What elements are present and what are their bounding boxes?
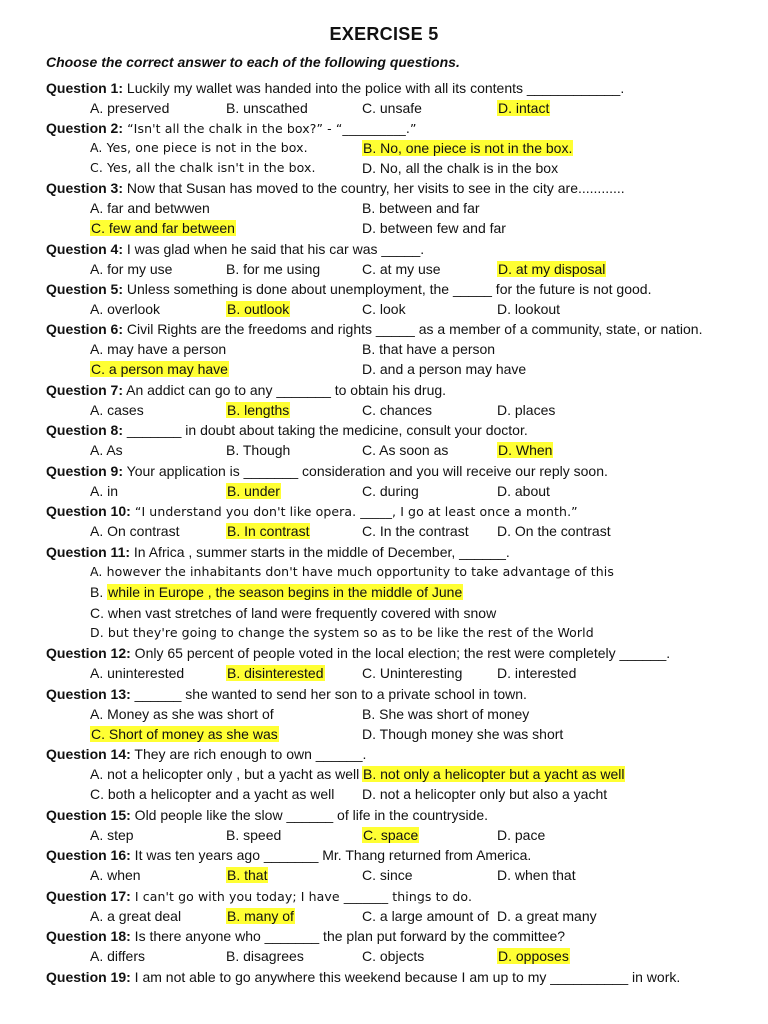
answer-option[interactable]: [226, 663, 325, 683]
option-text: C. In the contrast: [362, 523, 469, 540]
question-11: [46, 542, 510, 562]
option-text: A. Yes, one piece is not in the box.: [90, 140, 308, 156]
question-text: It was ten years ago _______ Mr. Thang returned from America.: [130, 847, 532, 863]
question-label: Question 11:: [46, 544, 131, 560]
answer-option[interactable]: [362, 299, 406, 319]
option-text: A. not a helicopter only , but a yacht as well: [90, 766, 360, 783]
answer-option[interactable]: [90, 562, 614, 582]
highlighted-answer: B. that: [227, 867, 268, 884]
answer-option[interactable]: [226, 946, 304, 966]
question-label: Question 13:: [46, 686, 131, 702]
answer-option[interactable]: [226, 400, 290, 420]
answer-option[interactable]: [90, 906, 181, 926]
answer-option[interactable]: [362, 138, 573, 158]
answer-option[interactable]: [362, 865, 413, 885]
question-6: [46, 319, 702, 339]
answer-option[interactable]: [226, 98, 308, 118]
highlighted-answer: B. many of: [227, 908, 294, 925]
answer-option[interactable]: [90, 825, 134, 845]
question-label: Question 14:: [46, 746, 131, 762]
question-17: [46, 886, 472, 907]
answer-option[interactable]: [362, 98, 422, 118]
highlighted-answer: C. few and far between: [91, 220, 235, 237]
question-4: [46, 239, 424, 259]
question-label: Question 12:: [46, 645, 131, 661]
answer-option[interactable]: [90, 603, 496, 623]
answer-option[interactable]: [497, 400, 555, 420]
answer-option[interactable]: [497, 825, 545, 845]
option-text: A. however the inhabitants don't have much opportunity to take advantage of this: [90, 564, 614, 580]
highlighted-answer: B. not only a helicopter but a yacht as well: [363, 766, 625, 783]
answer-option[interactable]: [362, 400, 432, 420]
highlighted-answer: D. at my disposal: [498, 261, 606, 278]
option-text: D. a great many: [497, 908, 597, 925]
answer-option[interactable]: [226, 299, 290, 319]
answer-option[interactable]: [226, 521, 310, 541]
option-text: A. As: [90, 442, 123, 459]
answer-option[interactable]: [90, 400, 144, 420]
option-text: A. for my use: [90, 261, 173, 278]
option-text: C. look: [362, 301, 406, 318]
highlighted-answer: B. No, one piece is not in the box.: [363, 140, 573, 157]
answer-option[interactable]: [362, 764, 625, 784]
instruction-text: Choose the correct answer to each of the following questions.: [46, 54, 460, 70]
answer-option[interactable]: [90, 359, 229, 379]
question-label: Question 3:: [46, 180, 124, 196]
option-text: A. Money as she was short of: [90, 706, 274, 723]
answer-option[interactable]: [497, 865, 576, 885]
answer-option[interactable]: [497, 440, 553, 460]
question-label: Question 1:: [46, 80, 124, 96]
highlighted-answer: D. opposes: [498, 948, 569, 965]
answer-option[interactable]: [90, 704, 274, 724]
question-18: [46, 926, 565, 946]
answer-option[interactable]: [90, 521, 179, 541]
question-text: Only 65 percent of people voted in the local election; the rest were completely ______.: [130, 645, 671, 661]
answer-option[interactable]: [90, 865, 141, 885]
option-text: B. She was short of money: [362, 706, 530, 723]
question-label: Question 6:: [46, 321, 124, 337]
option-text: D. Though money she was short: [362, 726, 564, 743]
option-text: D. No, all the chalk is in the box: [362, 160, 559, 177]
option-text: A. step: [90, 827, 134, 844]
answer-option[interactable]: [90, 299, 160, 319]
answer-option[interactable]: [362, 784, 607, 804]
option-prefix: B.: [90, 584, 108, 601]
answer-option[interactable]: [362, 724, 563, 744]
option-text: A. a great deal: [90, 908, 182, 925]
answer-option[interactable]: [226, 481, 281, 501]
question-2: [46, 118, 417, 139]
highlighted-answer: D. intact: [498, 100, 550, 117]
option-text: C. Yes, all the chalk isn't in the box.: [90, 160, 316, 176]
option-text: D. places: [497, 402, 556, 419]
option-text: A. when: [90, 867, 141, 884]
question-5: [46, 279, 651, 299]
option-text: B. that have a person: [362, 341, 496, 358]
question-text: Your application is _______ consideration and you will receive our reply soon.: [123, 463, 608, 479]
option-text: B. between and far: [362, 200, 480, 217]
question-8: [46, 420, 528, 440]
answer-option[interactable]: [497, 259, 606, 279]
option-text: A. differs: [90, 948, 145, 965]
question-label: Question 19:: [46, 969, 131, 985]
option-text: D. not a helicopter only but also a yacht: [362, 786, 608, 803]
question-label: Question 16:: [46, 847, 131, 863]
question-label: Question 18:: [46, 928, 131, 944]
question-label: Question 4:: [46, 241, 124, 257]
option-text: C. Uninteresting: [362, 665, 463, 682]
option-text: D. On the contrast: [497, 523, 611, 540]
option-text: C. objects: [362, 948, 425, 965]
answer-option[interactable]: [90, 198, 210, 218]
answer-option[interactable]: [90, 138, 308, 158]
question-15: [46, 805, 488, 825]
answer-option[interactable]: [362, 339, 495, 359]
answer-option[interactable]: [90, 724, 279, 744]
answer-option[interactable]: [362, 259, 441, 279]
question-text: “I understand you don't like opera. _____, I go at least once a month.”: [130, 504, 578, 519]
highlighted-answer: B. under: [227, 483, 280, 500]
answer-option[interactable]: [362, 359, 526, 379]
option-text: D. interested: [497, 665, 577, 682]
answer-option[interactable]: [362, 218, 506, 238]
option-text: D. between few and far: [362, 220, 506, 237]
highlighted-answer: C. Short of money as she was: [91, 726, 278, 743]
option-text: D. and a person may have: [362, 361, 527, 378]
answer-option[interactable]: [90, 259, 172, 279]
answer-option[interactable]: [90, 339, 226, 359]
highlighted-answer: while in Europe , the season begins in the middle of June: [108, 584, 463, 601]
answer-option[interactable]: [90, 623, 594, 643]
answer-option[interactable]: [226, 865, 268, 885]
option-text: B. unscathed: [226, 100, 308, 117]
option-text: B. speed: [226, 827, 282, 844]
option-text: B. for me using: [226, 261, 321, 278]
option-text: D. pace: [497, 827, 546, 844]
answer-option[interactable]: [362, 198, 480, 218]
question-label: Question 10:: [46, 503, 131, 519]
option-text: A. in: [90, 483, 119, 500]
answer-option[interactable]: [497, 481, 550, 501]
question-12: [46, 643, 670, 663]
answer-option[interactable]: [90, 98, 169, 118]
answer-option[interactable]: [362, 825, 419, 845]
question-text: “Isn't all the chalk in the box?” - “__________.”: [123, 121, 417, 136]
question-label: Question 17:: [46, 888, 131, 904]
question-14: [46, 744, 366, 764]
option-text: C. since: [362, 867, 413, 884]
option-text: A. may have a person: [90, 341, 227, 358]
answer-option[interactable]: [90, 158, 316, 178]
answer-option[interactable]: [362, 521, 469, 541]
question-13: [46, 684, 527, 704]
answer-option[interactable]: [226, 440, 290, 460]
question-9: [46, 461, 608, 481]
question-text: An addict can go to any _______ to obtain his drug.: [123, 382, 447, 398]
option-text: A. far and betwwen: [90, 200, 210, 217]
answer-option[interactable]: [362, 946, 424, 966]
highlighted-answer: B. In contrast: [227, 523, 310, 540]
option-text: D. but they're going to change the system so as to be like the rest of the World: [90, 624, 594, 640]
option-text: B. Though: [226, 442, 291, 459]
page-title: EXERCISE 5: [329, 24, 439, 44]
answer-option[interactable]: [90, 481, 118, 501]
highlighted-answer: B. outlook: [227, 301, 290, 318]
answer-option[interactable]: [90, 218, 236, 238]
option-text: C. both a helicopter and a yacht as well: [90, 786, 335, 803]
option-text: C. at my use: [362, 261, 441, 278]
question-text: Is there anyone who _______ the plan put forward by the committee?: [130, 928, 566, 944]
answer-option[interactable]: [362, 481, 419, 501]
highlighted-answer: C. space: [363, 827, 419, 844]
answer-option[interactable]: [362, 440, 448, 460]
highlighted-answer: C. a person may have: [91, 361, 228, 378]
question-text: I am not able to go anywhere this weekend because I am up to my __________ in work.: [130, 969, 681, 985]
question-text: In Africa , summer starts in the middle of December, ______.: [130, 544, 510, 560]
option-text: A. On contrast: [90, 523, 180, 540]
option-text: D. about: [497, 483, 550, 500]
highlighted-answer: B. lengths: [227, 402, 290, 419]
answer-option[interactable]: [497, 521, 611, 541]
option-text: C. unsafe: [362, 100, 422, 117]
question-label: Question 5:: [46, 281, 124, 297]
answer-option[interactable]: [497, 663, 576, 683]
answer-option[interactable]: [90, 946, 145, 966]
option-text: A. overlook: [90, 301, 161, 318]
question-text: Old people like the slow ______ of life in the countryside.: [130, 807, 489, 823]
answer-option[interactable]: [226, 259, 320, 279]
question-text: Civil Rights are the freedoms and rights _____ as a member of a community, state, or nation.: [123, 321, 703, 337]
question-text: ______ she wanted to send her son to a private school in town.: [130, 686, 527, 702]
option-text: A. preserved: [90, 100, 170, 117]
question-text: Unless something is done about unemployment, the _____ for the future is not good.: [123, 281, 652, 297]
option-text: D. when that: [497, 867, 576, 884]
answer-option[interactable]: [497, 299, 560, 319]
answer-option[interactable]: [90, 440, 123, 460]
question-19: [46, 967, 680, 987]
option-text: C. chances: [362, 402, 433, 419]
answer-option[interactable]: [497, 946, 570, 966]
answer-option[interactable]: [497, 906, 597, 926]
question-3: [46, 178, 625, 198]
question-label: Question 15:: [46, 807, 131, 823]
question-16: [46, 845, 531, 865]
question-label: Question 8:: [46, 422, 124, 438]
highlighted-answer: B. disinterested: [227, 665, 324, 682]
question-1: [46, 78, 624, 98]
question-text: They are rich enough to own ______.: [130, 746, 367, 762]
question-text: _______ in doubt about taking the medicine, consult your doctor.: [123, 422, 528, 438]
answer-option[interactable]: [90, 764, 359, 784]
answer-option[interactable]: [362, 906, 489, 926]
highlighted-answer: D. When: [498, 442, 553, 459]
question-10: [46, 501, 578, 522]
answer-option[interactable]: [90, 582, 463, 602]
question-label: Question 2:: [46, 120, 124, 136]
question-label: Question 7:: [46, 382, 124, 398]
answer-option[interactable]: [226, 825, 281, 845]
answer-option[interactable]: [90, 663, 184, 683]
option-text: C. a large amount of: [362, 908, 489, 925]
answer-option[interactable]: [226, 906, 295, 926]
answer-option[interactable]: [362, 704, 529, 724]
option-text: C. during: [362, 483, 419, 500]
question-7: [46, 380, 446, 400]
option-text: C. As soon as: [362, 442, 449, 459]
option-text: C. when vast stretches of land were frequently covered with snow: [90, 604, 497, 621]
question-text: I was glad when he said that his car was _____.: [123, 241, 425, 257]
question-text: Luckily my wallet was handed into the police with all its contents ____________.: [123, 80, 625, 96]
option-text: A. uninterested: [90, 665, 185, 682]
question-text: Now that Susan has moved to the country, her visits to see in the city are............: [123, 180, 625, 196]
answer-option[interactable]: [497, 98, 550, 118]
question-label: Question 9:: [46, 463, 124, 479]
option-text: B. disagrees: [226, 948, 304, 965]
answer-option[interactable]: [362, 663, 462, 683]
question-text: I can't go with you today; I have _______ things to do.: [130, 889, 473, 904]
option-text: D. lookout: [497, 301, 561, 318]
option-text: A. cases: [90, 402, 144, 419]
answer-option[interactable]: [90, 784, 334, 804]
answer-option[interactable]: [362, 158, 558, 178]
